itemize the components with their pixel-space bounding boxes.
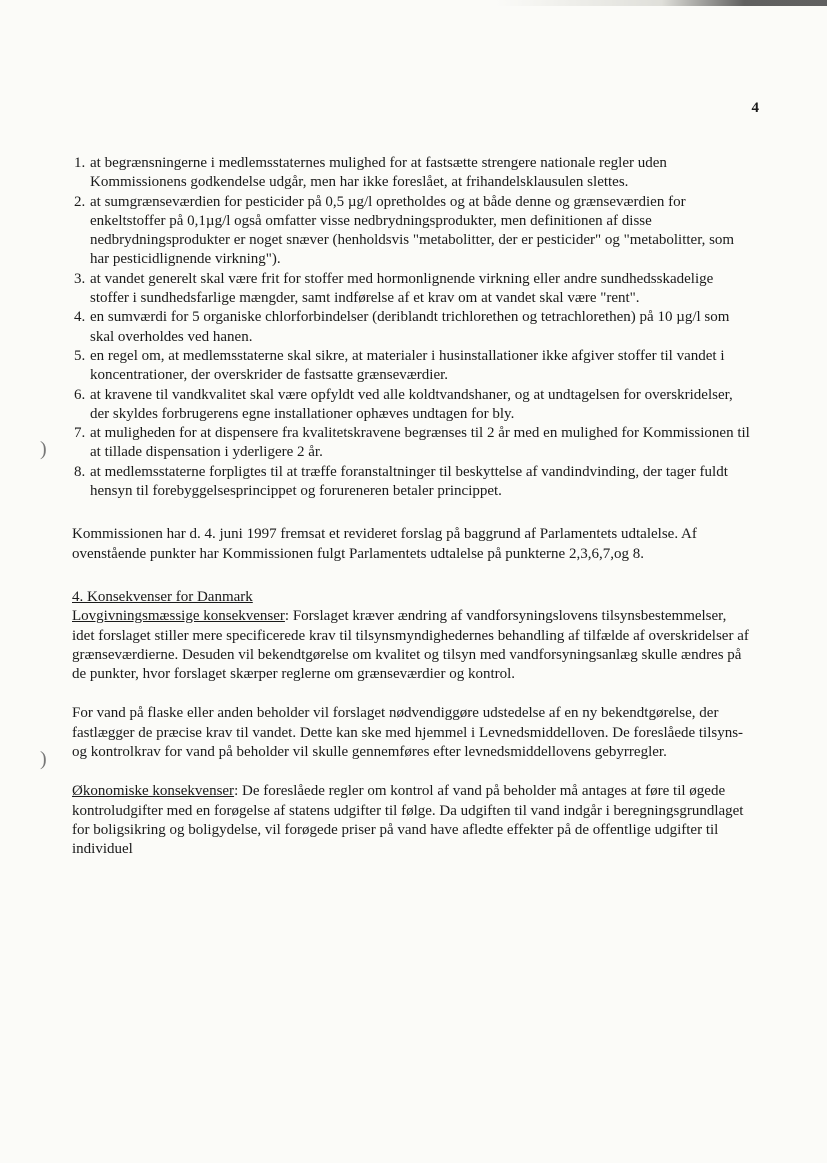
bottled-water-paragraph: For vand på flaske eller anden beholder vil forslaget nødvendiggøre udstedelse af en ny bekendtgørelse, der fastlægger de præcise krav til vandet. Dette kan ske med hjemmel i Levnedsmiddelloven. De foreslåede tilsyns- og kontrolkrav for vand på beholder vil skulle gennemføres efter levnedsmiddellovens gebyrregler. (72, 705, 744, 761)
page-number: 4 (751, 100, 759, 116)
binder-hole-mark: ) (40, 748, 47, 770)
document-body (72, 154, 752, 860)
legal-consequences-paragraph: Lovgivningsmæssige konsekvenser: Forslaget kræver ændring af vandforsyningslovens tilsynsbestemmelser, idet forslaget stiller mere specificerede krav til tilsynsmyndighedernes behandling af tilfælde af overskridelser af grænseværdierne. Desuden vil bekendtgørelse om kvalitet og tilsyn med vandforsyningsanlæg skulle ændres på de punkter, hvor forslaget skærper reglerne om grænseværdier og kontrol. (72, 608, 749, 683)
scan-top-edge (0, 0, 827, 6)
section-heading: 4. Konsekvenser for Danmark (72, 588, 253, 605)
economic-consequences-paragraph: Økonomiske konsekvenser: De foreslåede regler om kontrol af vand på beholder må antages at føre til øgede kontroludgifter med en forøgelse af statens udgifter til følge. Da udgiften til vand indgår i beregningsgrundlaget for boligsikring og boligydelse, vil forøgede priser på vand have afledte effekter på de offentlige udgifter til individuel (72, 783, 744, 858)
list-item: 3. at vandet generelt skal være frit for stoffer med hormonlignende virkning eller andre sundhedsskadelige stoffer i sundhedsfarlige mængder, samt indførelse af et krav om at vandet skal være "rent". (74, 270, 714, 307)
binder-hole-mark: ) (40, 438, 47, 460)
economic-consequences-label: Økonomiske konsekvenser (72, 783, 235, 800)
list-item: 7. at muligheden for at dispensere fra kvalitetskravene begrænses til 2 år med en mulighed for Kommissionen til at tillade dispensation i yderligere 2 år. (74, 425, 750, 461)
list-item: 2. at sumgrænseværdien for pesticider på 0,5 µg/l opretholdes og at både denne og grænseværdien for enkeltstoffer på 0,1µg/l også omfatter visse nedbrydningsprodukter, men definitionen af disse nedbrydningsprodukter er noget snæver (henholdsvis "metabolitter, der er pesticider" og "metabolitter, som har pesticidlignende virkning"). (74, 193, 735, 268)
legal-consequences-label: Lovgivningsmæssige konsekvenser (72, 608, 285, 625)
list-item: 4. en sumværdi for 5 organiske chlorforbindelser (deriblandt trichlorethen og tetrachlorethen) på 10 µg/l som skal overholdes ved hanen. (74, 309, 730, 345)
list-item: 1. at begrænsningerne i medlemsstaternes mulighed for at fastsætte strengere nationale regler uden Kommissionens godkendelse udgår, men har ikke foreslået, at frihandelsklausulen slettes. (74, 155, 667, 191)
list-item: 8. at medlemsstaterne forpligtes til at træffe foranstaltninger til beskyttelse af vandindvinding, der tager fuldt hensyn til forebyggelsesprincippet og forureneren betaler princippet. (74, 463, 728, 500)
commission-paragraph: Kommissionen har d. 4. juni 1997 fremsat et revideret forslag på baggrund af Parlamentets udtalelse. Af ovenstående punkter har Kommissionen fulgt Parlamentets udtalelse på punkterne 2,3,6,7,og 8. (72, 526, 697, 562)
parliament-points-list (72, 154, 752, 501)
list-item: 5. en regel om, at medlemsstaterne skal sikre, at materialer i husinstallationer ikke afgiver stoffer til vandet i koncentrationer, der overskrider de fastsatte grænseværdier. (74, 347, 725, 384)
list-item: 6. at kravene til vandkvalitet skal være opfyldt ved alle koldtvandshaner, og at undtagelsen for overskridelser, der skyldes forbrugerens egne installationer ophæves undtagen for bly. (74, 386, 733, 422)
